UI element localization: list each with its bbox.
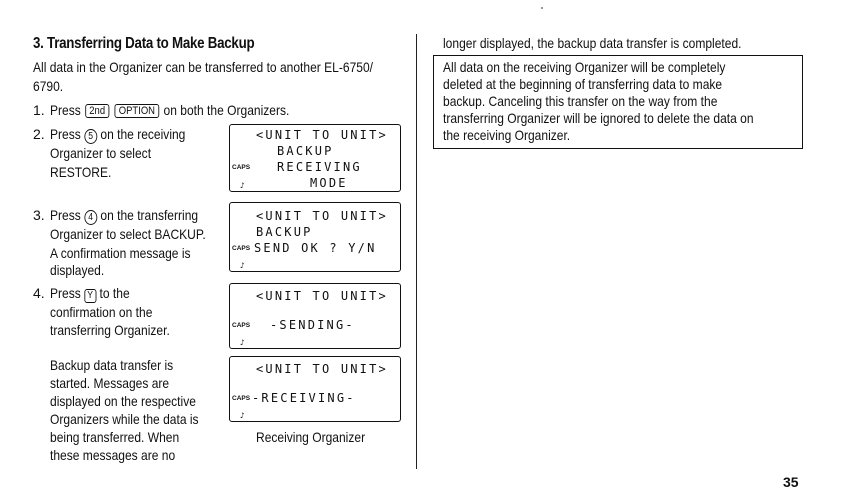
lcd-line: BACKUP xyxy=(277,144,334,158)
continuation-line-6: these messages are no xyxy=(50,447,176,463)
step-1-pre: Press xyxy=(50,102,81,118)
key-option-icon: OPTION xyxy=(114,104,159,118)
note-line-4: transferring Organizer will be ignored to delete the data on xyxy=(443,110,754,126)
intro-line-1: All data in the Organizer can be transferred to another EL-6750/ xyxy=(33,59,374,75)
lcd-line: -SENDING- xyxy=(270,318,355,332)
continuation-line-4: Organizers while the data is xyxy=(50,411,199,427)
continuation-line-2: started. Messages are xyxy=(50,375,170,391)
step-3-pre: Press xyxy=(50,207,81,223)
key-y-icon: Y xyxy=(84,289,96,303)
lcd-line: BACKUP xyxy=(256,225,313,239)
music-note-icon: ♪ xyxy=(240,261,245,270)
lcd-screen-restore xyxy=(229,124,401,192)
step-2-post: on the receiving xyxy=(100,126,186,142)
continuation-line-5: being transferred. When xyxy=(50,429,180,445)
caps-indicator: CAPS xyxy=(232,245,251,252)
lcd-line: <UNIT TO UNIT> xyxy=(256,289,388,303)
step-3-line-3: A confirmation message is xyxy=(50,245,191,261)
key-2nd-icon: 2nd xyxy=(85,104,109,118)
step-3-line-4: displayed. xyxy=(50,262,105,278)
step-4-number: 4. xyxy=(33,285,45,301)
page-number: 35 xyxy=(783,474,799,490)
step-2-first-line xyxy=(50,125,185,144)
intro-line-2: 6790. xyxy=(33,78,64,94)
stray-dot xyxy=(541,7,543,9)
lcd-line: SEND OK ? Y/N xyxy=(254,241,377,255)
step-2-line-2: Organizer to select xyxy=(50,145,152,161)
step-4-post: to the xyxy=(99,285,130,301)
music-note-icon: ♪ xyxy=(240,411,245,420)
note-line-3: backup. Canceling this transfer on the way from the xyxy=(443,93,718,109)
caps-indicator: CAPS xyxy=(232,164,251,171)
step-2-number: 2. xyxy=(33,126,45,142)
lcd-screen-receiving xyxy=(229,356,401,422)
step-4-line-3: transferring Organizer. xyxy=(50,322,170,338)
caps-indicator: CAPS xyxy=(232,395,251,402)
music-note-icon: ♪ xyxy=(240,181,245,190)
continuation-line-1: Backup data transfer is xyxy=(50,357,174,373)
lcd-screen-backup xyxy=(229,202,401,272)
step-1-post: on both the Organizers. xyxy=(163,102,290,118)
step-3-post: on the transferring xyxy=(100,207,199,223)
step-3-first-line xyxy=(50,206,198,225)
right-column-text: longer displayed, the backup data transfer is completed. xyxy=(443,35,742,51)
column-divider xyxy=(416,34,417,469)
lcd-line: MODE xyxy=(310,176,348,190)
lcd-line: -RECEIVING- xyxy=(252,391,356,405)
step-2-pre: Press xyxy=(50,126,81,142)
step-4-pre: Press xyxy=(50,285,81,301)
screen-caption: Receiving Organizer xyxy=(256,429,366,445)
lcd-screen-sending xyxy=(229,283,401,349)
lcd-line: RECEIVING xyxy=(277,160,362,174)
key-4-icon: 4 xyxy=(84,210,97,225)
lcd-line: <UNIT TO UNIT> xyxy=(256,209,388,223)
note-box xyxy=(433,55,803,149)
note-line-1: All data on the receiving Organizer will be completely xyxy=(443,59,726,75)
step-1-number: 1. xyxy=(33,102,45,118)
continuation-line-3: displayed on the respective xyxy=(50,393,196,409)
note-line-5: the receiving Organizer. xyxy=(443,127,571,143)
step-2-line-3: RESTORE. xyxy=(50,164,112,180)
key-5-icon: 5 xyxy=(84,129,97,144)
lcd-line: <UNIT TO UNIT> xyxy=(256,362,388,376)
section-heading: 3. Transferring Data to Make Backup xyxy=(33,35,255,52)
step-4-first-line xyxy=(50,284,130,303)
step-1-text xyxy=(50,101,289,120)
music-note-icon: ♪ xyxy=(240,338,245,347)
caps-indicator: CAPS xyxy=(232,322,251,329)
lcd-line: <UNIT TO UNIT> xyxy=(256,128,388,142)
note-line-2: deleted at the beginning of transferring data to make xyxy=(443,76,723,92)
step-3-line-2: Organizer to select BACKUP. xyxy=(50,226,206,242)
step-3-number: 3. xyxy=(33,207,45,223)
step-4-line-2: confirmation on the xyxy=(50,304,153,320)
